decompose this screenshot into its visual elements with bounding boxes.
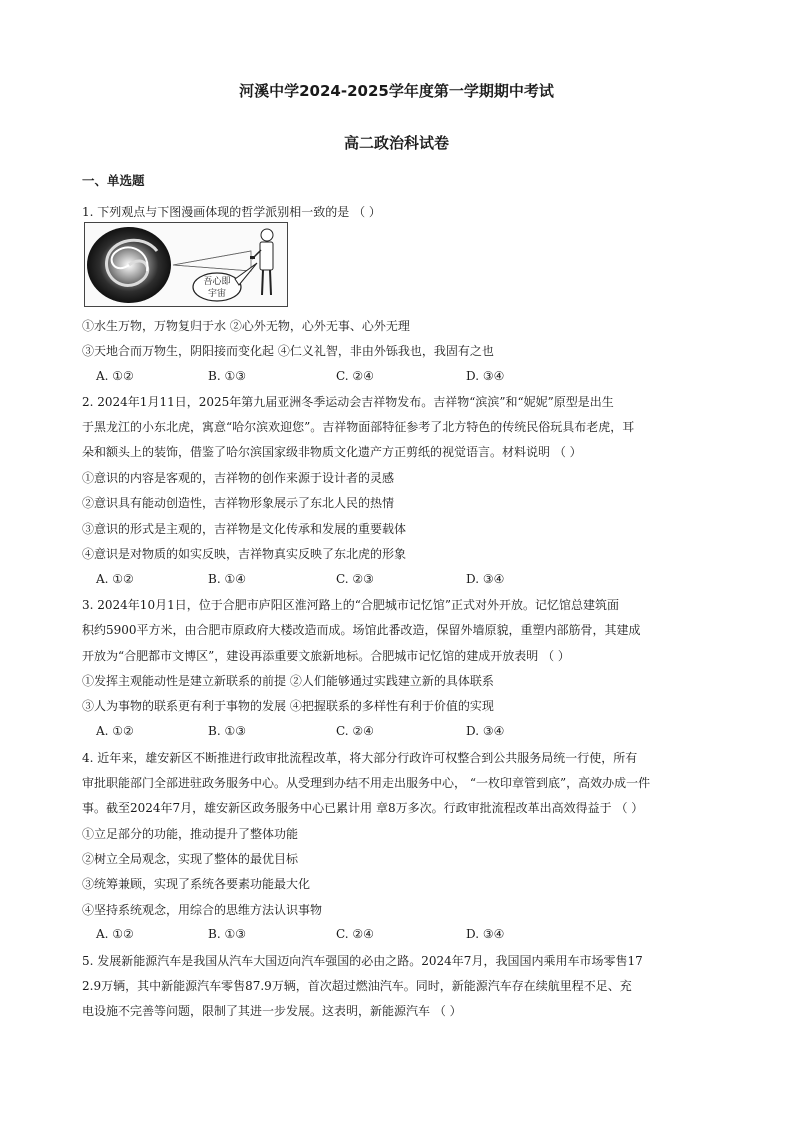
q5-stem-line1: 5. 发展新能源汽车是我国从汽车大国迈向汽车强国的必由之路。2024年7月，我国国内乘用车市场零售17 bbox=[82, 954, 643, 968]
q4-statement-1: ①立足部分的功能，推动提升了整体功能 bbox=[82, 827, 299, 841]
q2-option-c[interactable]: C. ②③ bbox=[336, 572, 374, 586]
q2-statement-4: ④意识是对物质的如实反映，吉祥物真实反映了东北虎的形象 bbox=[82, 547, 407, 561]
q3-statements-row1: ①发挥主观能动性是建立新联系的前提 ②人们能够通过实践建立新的具体联系 bbox=[82, 674, 494, 688]
bubble-text-1: 吾心即 bbox=[203, 277, 231, 287]
q4-statement-2: ②树立全局观念，实现了整体的最优目标 bbox=[82, 852, 299, 866]
q3-statements-row2: ③人为事物的联系更有利于事物的发展 ④把握联系的多样性有利于价值的实现 bbox=[82, 699, 494, 713]
exam-subtitle: 高二政治科试卷 bbox=[343, 134, 449, 152]
q4-option-d[interactable]: D. ③④ bbox=[466, 927, 505, 941]
q4-stem-line1: 4. 近年来，雄安新区不断推进行政审批流程改革，将大部分行政许可权整合到公共服务局统一行使，所有 bbox=[82, 751, 638, 765]
bubble-text-2: 宇宙 bbox=[207, 289, 227, 299]
section-heading: 一、单选题 bbox=[82, 173, 145, 188]
q1-statements-row2: ③天地合而万物生，阴阳接而变化起 ④仁义礼智，非由外铄我也，我固有之也 bbox=[82, 344, 494, 358]
cartoon-figure bbox=[84, 222, 288, 307]
q1-stem: 1. 下列观点与下图漫画体现的哲学派别相一致的是 （ ） bbox=[82, 205, 381, 219]
q1-option-d[interactable]: D. ③④ bbox=[466, 369, 505, 383]
q2-statement-3: ③意识的形式是主观的，吉祥物是文化传承和发展的重要载体 bbox=[82, 522, 407, 536]
q1-option-c[interactable]: C. ②④ bbox=[336, 369, 374, 383]
q2-statement-1: ①意识的内容是客观的，吉祥物的创作来源于设计者的灵感 bbox=[82, 471, 395, 485]
q4-stem-line3: 事。截至2024年7月，雄安新区政务服务中心已累计用 章8万多次。行政审批流程改革出高效得益于 （ ） bbox=[82, 801, 644, 815]
q5-stem-line3: 电设施不完善等问题，限制了其进一步发展。这表明，新能源汽车 （ ） bbox=[82, 1004, 462, 1018]
q3-stem-line1: 3. 2024年10月1日，位于合肥市庐阳区淮河路上的“合肥城市记忆馆”正式对外开放。记忆馆总建筑面 bbox=[82, 598, 619, 612]
cartoon-illustration bbox=[85, 223, 287, 306]
q3-option-d[interactable]: D. ③④ bbox=[466, 724, 505, 738]
q4-statement-4: ④坚持系统观念，用综合的思维方法认识事物 bbox=[82, 903, 323, 917]
q4-statement-3: ③统筹兼顾，实现了系统各要素功能最大化 bbox=[82, 877, 311, 891]
q4-option-b[interactable]: B. ①③ bbox=[208, 927, 246, 941]
q2-option-a[interactable]: A. ①② bbox=[96, 572, 134, 586]
q1-statements-row1: ①水生万物，万物复归于水 ②心外无物，心外无事、心外无理 bbox=[82, 319, 410, 333]
q3-option-a[interactable]: A. ①② bbox=[96, 724, 134, 738]
q3-option-b[interactable]: B. ①③ bbox=[208, 724, 246, 738]
exam-title: 河溪中学2024-2025学年度第一学期期中考试 bbox=[239, 82, 554, 100]
q4-option-c[interactable]: C. ②④ bbox=[336, 927, 374, 941]
q2-statement-2: ②意识具有能动创造性，吉祥物形象展示了东北人民的热情 bbox=[82, 496, 395, 510]
q2-option-d[interactable]: D. ③④ bbox=[466, 572, 505, 586]
q5-stem-line2: 2.9万辆，其中新能源汽车零售87.9万辆，首次超过燃油汽车。同时，新能源汽车存在续航里程不足、充 bbox=[82, 979, 632, 993]
q3-option-c[interactable]: C. ②④ bbox=[336, 724, 374, 738]
q1-option-b[interactable]: B. ①③ bbox=[208, 369, 246, 383]
q2-option-b[interactable]: B. ①④ bbox=[208, 572, 246, 586]
q1-option-a[interactable]: A. ①② bbox=[96, 369, 134, 383]
q2-stem-line2: 于黑龙江的小东北虎，寓意“哈尔滨欢迎您”。吉祥物面部特征参考了北方特色的传统民俗玩具布老虎，耳 bbox=[82, 420, 635, 434]
q4-option-a[interactable]: A. ①② bbox=[96, 927, 134, 941]
q4-stem-line2: 审批职能部门全部进驻政务服务中心。从受理到办结不用走出服务中心， “一枚印章管到底”，高效办成一件 bbox=[82, 776, 651, 790]
q3-stem-line2: 积约5900平方米，由合肥市原政府大楼改造而成。场馆此番改造，保留外墙原貌，重塑内部筋骨，其建成 bbox=[82, 623, 641, 637]
q2-stem-line1: 2. 2024年1月11日，2025年第九届亚洲冬季运动会吉祥物发布。吉祥物“滨滨”和“妮妮”原型是出生 bbox=[82, 395, 614, 409]
q3-stem-line3: 开放为“合肥都市文博区”，建设再添重要文旅新地标。合肥城市记忆馆的建成开放表明 （ ） bbox=[82, 649, 570, 663]
q2-stem-line3: 朵和额头上的装饰，借鉴了哈尔滨国家级非物质文化遗产方正剪纸的视觉语言。材料说明 （ ） bbox=[82, 445, 582, 459]
